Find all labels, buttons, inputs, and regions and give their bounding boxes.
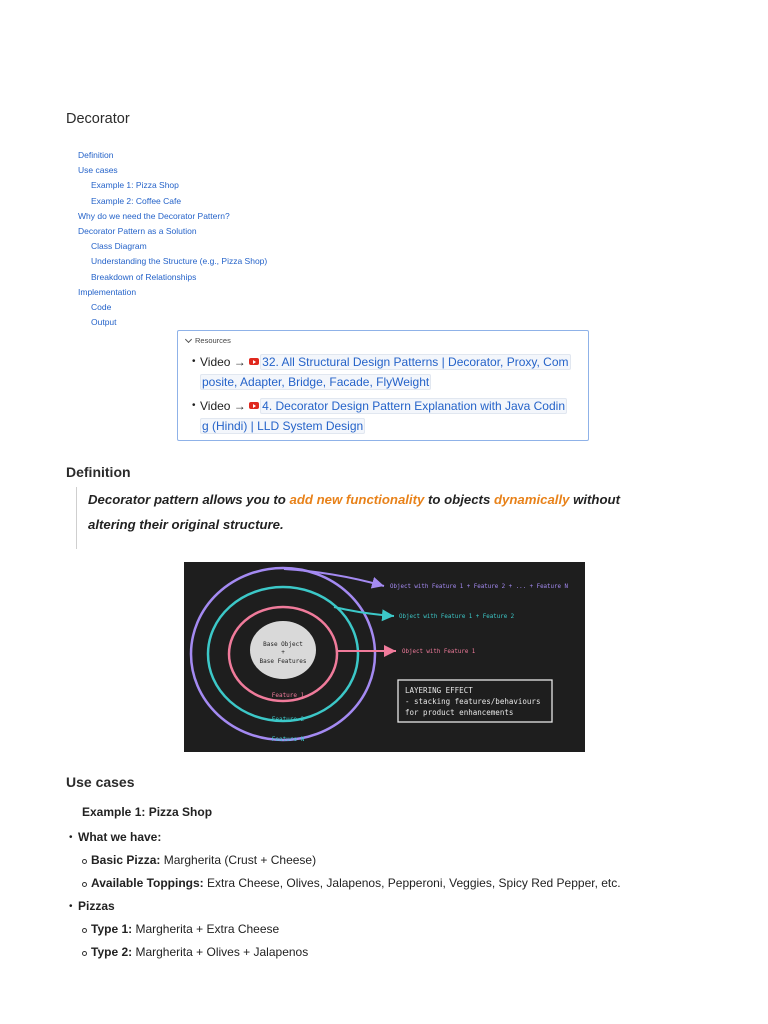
- box-text: - stacking features/behaviours: [405, 697, 541, 706]
- resources-heading: Resources: [195, 336, 231, 345]
- page-title: Decorator: [66, 111, 130, 127]
- center-label: +: [281, 649, 285, 656]
- toc-link[interactable]: Example 1: Pizza Shop: [91, 180, 179, 191]
- example-1-title: Example 1: Pizza Shop: [82, 805, 213, 819]
- list-item: [91, 921, 279, 937]
- arrow-label: Object with Feature 1 + Feature 2 + ... + Feature N: [390, 584, 568, 590]
- definition-line-1: [88, 487, 688, 512]
- list-item-label: Available Toppings:: [91, 876, 204, 890]
- toc-link[interactable]: Definition: [78, 150, 114, 160]
- list-item-label: Pizzas: [78, 899, 115, 913]
- bullet-icon: •: [69, 901, 73, 912]
- toc-link[interactable]: Breakdown of Relationships: [91, 271, 197, 282]
- list-item-value: Extra Cheese, Olives, Jalapenos, Pepperoni, Veggies, Spicy Red Pepper, etc.: [203, 876, 621, 890]
- list-item-value: Margherita + Olives + Jalapenos: [132, 945, 309, 959]
- use-cases-heading: Use cases: [66, 774, 135, 790]
- box-text: LAYERING EFFECT: [405, 686, 473, 695]
- list-item-label: Basic Pizza:: [91, 853, 161, 867]
- highlight-text: dynamically: [493, 492, 570, 507]
- toc-link[interactable]: Example 2: Coffee Cafe: [91, 195, 182, 206]
- resource-item: [192, 352, 580, 392]
- video-link-text[interactable]: 32. All Structural Design Patterns | Decorator, Proxy, Com: [262, 355, 569, 369]
- ring-label: Feature N: [271, 736, 305, 743]
- video-link[interactable]: [200, 399, 567, 433]
- ring-label: Feature 1: [271, 692, 305, 699]
- list-item: [91, 875, 621, 891]
- center-label: Base Object: [263, 641, 303, 648]
- toc-link[interactable]: Use cases: [78, 165, 118, 176]
- diagram-svg: [184, 562, 585, 752]
- bullet-icon: •: [192, 400, 196, 411]
- list-item: [78, 898, 115, 914]
- youtube-icon: [249, 358, 259, 365]
- video-link-text[interactable]: 4. Decorator Design Pattern Explanation with Java Codin: [262, 399, 565, 413]
- list-item: [78, 829, 161, 845]
- video-link[interactable]: [200, 355, 571, 389]
- toc-link[interactable]: Class Diagram: [91, 241, 147, 252]
- definition-text: Decorator pattern allows you to: [88, 492, 290, 507]
- list-item-label: Type 1:: [91, 922, 133, 936]
- bullet-icon: •: [69, 832, 73, 843]
- definition-heading: Definition: [66, 464, 131, 480]
- highlight-text: add new functionality: [289, 492, 425, 507]
- circle-bullet-icon: [82, 928, 87, 933]
- circle-bullet-icon: [82, 882, 87, 887]
- list-item: [91, 852, 316, 868]
- resource-prefix: Video →: [200, 399, 246, 413]
- toc-link[interactable]: Understanding the Structure (e.g., Pizza Shop): [91, 256, 268, 267]
- definition-quote: [76, 487, 688, 549]
- arrow-label: Object with Feature 1 + Feature 2: [399, 614, 515, 620]
- resource-item: [192, 396, 580, 436]
- video-link-text[interactable]: g (Hindi) | LLD System Design: [202, 419, 364, 433]
- toc-link[interactable]: Decorator Pattern as a Solution: [78, 226, 197, 237]
- list-item-value: Margherita (Crust + Cheese): [160, 853, 317, 867]
- chevron-down-icon: [185, 335, 192, 342]
- circle-bullet-icon: [82, 951, 87, 956]
- list-item: [91, 944, 308, 960]
- toc-link[interactable]: Implementation: [78, 286, 137, 297]
- bullet-icon: •: [192, 356, 196, 367]
- toc-link[interactable]: Code: [91, 302, 112, 313]
- circle-bullet-icon: [82, 859, 87, 864]
- resource-prefix: Video →: [200, 355, 246, 369]
- video-link-text[interactable]: posite, Adapter, Bridge, Facade, FlyWeight: [202, 375, 430, 389]
- list-item-value: Margherita + Extra Cheese: [132, 922, 280, 936]
- center-label: Base Features: [259, 658, 307, 665]
- ring-label: Feature 2: [271, 716, 305, 723]
- box-text: for product enhancements: [405, 708, 514, 717]
- definition-text: to objects: [424, 492, 494, 507]
- table-of-contents: [78, 148, 267, 330]
- resources-toggle[interactable]: [186, 336, 231, 345]
- toc-link[interactable]: Why do we need the Decorator Pattern?: [78, 210, 230, 221]
- youtube-icon: [249, 402, 259, 409]
- list-item-label: What we have:: [78, 830, 162, 844]
- definition-line-2: altering their original structure.: [88, 517, 284, 532]
- arrow-label: Object with Feature 1: [402, 649, 476, 655]
- decorator-layering-diagram: [184, 562, 585, 752]
- toc-link[interactable]: Output: [91, 317, 117, 328]
- resources-toggle-block: [177, 330, 589, 441]
- list-item-label: Type 2:: [91, 945, 133, 959]
- definition-text: without: [569, 492, 620, 507]
